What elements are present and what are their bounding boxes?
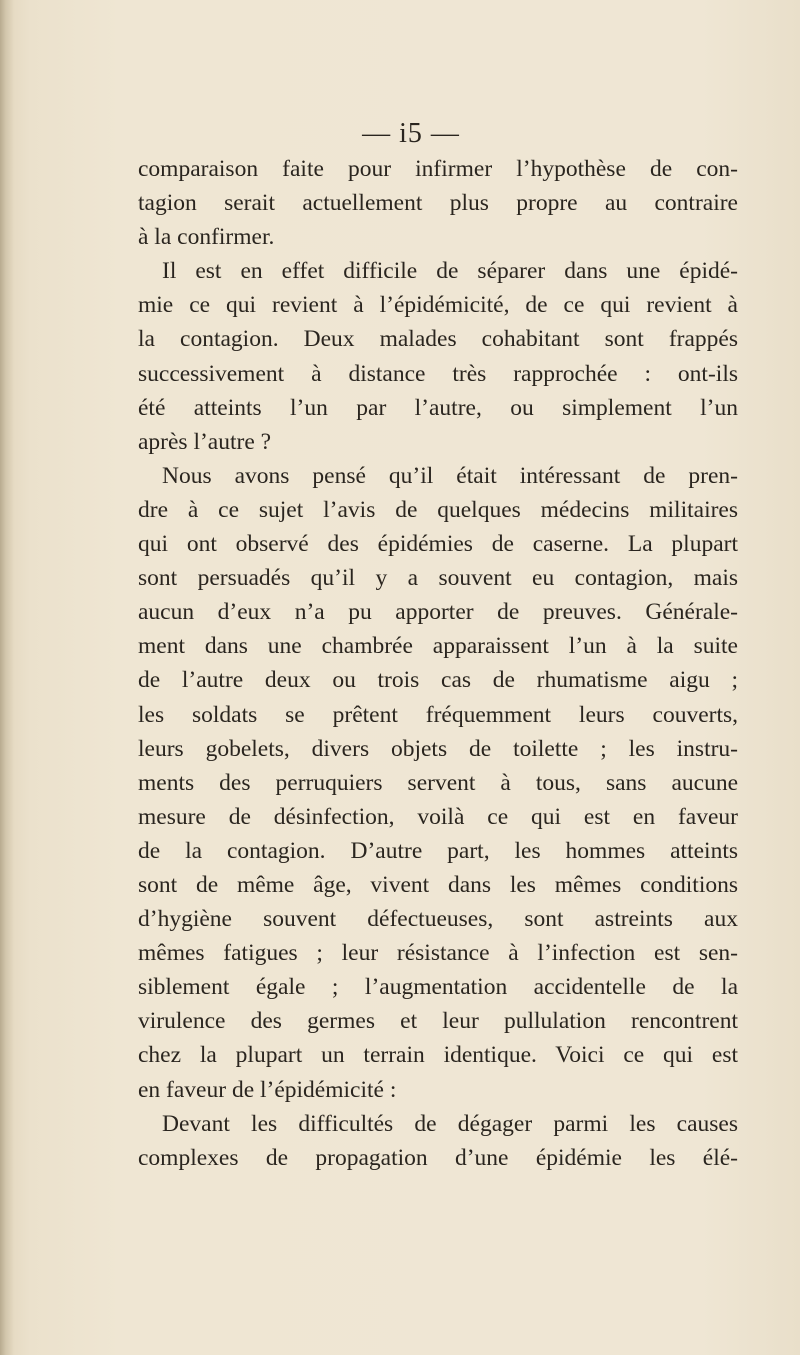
text-line: en faveur de l’épidémicité : bbox=[138, 1076, 397, 1103]
page-number: — i5 — bbox=[362, 118, 460, 149]
text-line: sont de même âge, vivent dans les mêmes conditions bbox=[138, 871, 738, 898]
text-line: de la contagion. D’autre part, les hommes atteints bbox=[138, 837, 738, 864]
text-line: aucun d’eux n’a pu apporter de preuves. Générale- bbox=[138, 599, 738, 626]
text-line: tagion serait actuellement plus propre au contraire bbox=[138, 190, 738, 217]
text-line: leurs gobelets, divers objets de toilette ; les instru- bbox=[138, 735, 738, 762]
text-line: mesure de désinfection, voilà ce qui est en faveur bbox=[138, 803, 738, 830]
text-line: siblement égale ; l’augmentation accidentelle de la bbox=[138, 974, 738, 1001]
text-line: d’hygiène souvent défectueuses, sont astreints aux bbox=[138, 906, 738, 933]
text-line: chez la plupart un terrain identique. Voici ce qui est bbox=[138, 1042, 738, 1069]
text-line: Devant les difficultés de dégager parmi les causes bbox=[162, 1110, 738, 1137]
text-line: Nous avons pensé qu’il était intéressant de pren- bbox=[162, 462, 738, 489]
text-line: été atteints l’un par l’autre, ou simplement l’un bbox=[138, 394, 738, 421]
text-line: mêmes fatigues ; leur résistance à l’infection est sen- bbox=[138, 940, 738, 967]
text-line: virulence des germes et leur pullulation rencontrent bbox=[138, 1008, 738, 1035]
text-line: ment dans une chambrée apparaissent l’un à la suite bbox=[138, 633, 738, 660]
text-line: qui ont observé des épidémies de caserne. La plupart bbox=[138, 531, 738, 558]
text-line: après l’autre ? bbox=[138, 428, 272, 455]
text-line: dre à ce sujet l’avis de quelques médecins militaires bbox=[138, 496, 738, 523]
text-line: la contagion. Deux malades cohabitant sont frappés bbox=[138, 326, 738, 353]
text-line: successivement à distance très rapprochée : ont-ils bbox=[138, 360, 738, 387]
text-line: à la confirmer. bbox=[138, 224, 275, 251]
text-line: Il est en effet difficile de séparer dans une épidé- bbox=[162, 258, 738, 285]
text-line: ments des perruquiers servent à tous, sans aucune bbox=[138, 769, 738, 796]
text-line: complexes de propagation d’une épidémie les élé- bbox=[138, 1144, 738, 1171]
binding-edge bbox=[0, 0, 14, 1355]
text-line: comparaison faite pour infirmer l’hypothèse de con- bbox=[138, 156, 738, 182]
body-text bbox=[138, 152, 738, 1175]
text-line: sont persuadés qu’il y a souvent eu contagion, mais bbox=[138, 565, 738, 592]
text-line: de l’autre deux ou trois cas de rhumatisme aigu ; bbox=[138, 667, 738, 694]
text-line: les soldats se prêtent fréquemment leurs couverts, bbox=[138, 701, 738, 728]
text-line: mie ce qui revient à l’épidémicité, de ce qui revient à bbox=[138, 292, 738, 319]
